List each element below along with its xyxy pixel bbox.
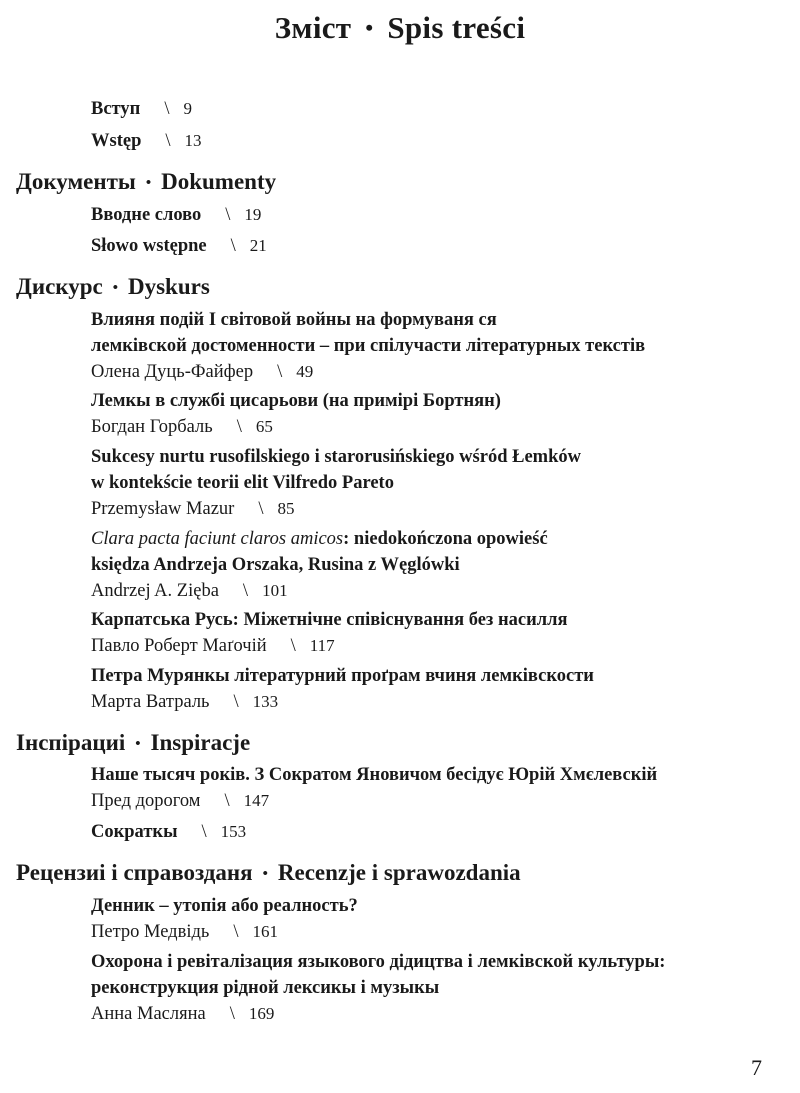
entry-author: Przemysław Mazur — [91, 499, 235, 519]
toc-entry[interactable] — [91, 819, 781, 845]
separator: \ — [224, 791, 230, 811]
toc-entry[interactable] — [91, 663, 781, 715]
page-ref: 85 — [277, 499, 295, 518]
page-ref: 13 — [184, 131, 202, 150]
entry-author: Богдан Горбаль — [91, 417, 213, 437]
separator: \ — [230, 236, 236, 256]
toc-entry-intro-uk[interactable] — [91, 96, 781, 122]
separator: \ — [290, 636, 296, 656]
section-bullet: • — [135, 736, 141, 752]
toc-entry[interactable] — [91, 202, 781, 228]
entry-title-line: Денник – утопія або реалность? — [91, 896, 358, 916]
page-ref: 9 — [183, 99, 192, 118]
section-title-pl: Recenzje i sprawozdania — [277, 860, 521, 885]
entry-author: Пред дорогом — [91, 791, 201, 811]
entry-title: Słowo wstępne — [91, 236, 207, 256]
page-ref: 147 — [243, 791, 270, 810]
entry-title-line: Карпатська Русь: Міжетнічне співіснування без насилля — [91, 610, 568, 630]
section-heading-dokumenty — [16, 167, 276, 200]
entry-author: Олена Дуць-Файфер — [91, 362, 254, 382]
entry-title-line: Sukcesy nurtu rusofilskiego i starorusińskiego wśród Łemków — [91, 447, 581, 467]
section-heading-dyskurs — [16, 272, 210, 305]
section-bullet: • — [145, 175, 152, 191]
entry-author: Марта Ватраль — [91, 692, 210, 712]
entry-title-line: : niedokończona opowieść — [343, 529, 548, 549]
section-title-pl: Dyskurs — [127, 274, 210, 299]
entry-title-line: Петра Мурянкы літературний проґрам вчиня лемківскости — [91, 666, 594, 686]
entry-title: Сократкы — [91, 822, 178, 842]
entry-title-line: реконструкция рідной лексикы і музыкы — [91, 978, 440, 998]
page-number: 7 — [751, 1055, 762, 1080]
separator: \ — [164, 99, 170, 119]
entry-title-line: Наше тысяч років. З Сократом Яновичом бесідує Юрій Хмєлевскій — [91, 765, 658, 785]
section-title-uk: Рецензиі і справозданя — [16, 860, 253, 885]
toc-entry[interactable] — [91, 388, 781, 440]
entry-author: Павло Роберт Маґочій — [91, 636, 267, 656]
entry-title-line: księdza Andrzeja Orszaka, Rusina z Węglówki — [91, 555, 460, 575]
page-ref: 101 — [262, 581, 288, 600]
entry-author: Петро Медвідь — [91, 922, 210, 942]
page-title — [0, 10, 800, 46]
separator: \ — [201, 822, 207, 842]
toc-entry-intro-pl[interactable] — [91, 128, 781, 154]
toc-entry[interactable] — [91, 949, 781, 1027]
section-title-pl: Dokumenty — [161, 169, 277, 194]
page-ref: 133 — [252, 692, 279, 711]
title-polish: Spis treści — [387, 10, 526, 45]
page-ref: 49 — [296, 362, 314, 381]
separator: \ — [242, 581, 249, 601]
separator: \ — [277, 362, 283, 382]
page-ref: 65 — [255, 417, 273, 436]
toc-entry[interactable] — [91, 893, 781, 945]
page-ref: 161 — [252, 922, 278, 941]
entry-title-line: Охорона і ревіталізация языкового дідицтва і лемківской культуры: — [91, 952, 666, 972]
separator: \ — [258, 499, 264, 519]
separator: \ — [233, 922, 239, 942]
toc-entry[interactable] — [91, 233, 781, 259]
section-bullet: • — [262, 866, 268, 882]
page-ref: 117 — [309, 636, 335, 655]
toc-entry[interactable] — [91, 307, 781, 385]
entry-title: Вступ — [91, 99, 141, 119]
entry-author: Анна Масляна — [91, 1004, 206, 1024]
section-bullet: • — [112, 280, 118, 296]
separator: \ — [165, 131, 171, 151]
separator: \ — [233, 692, 239, 712]
entry-title: Wstęp — [91, 131, 142, 151]
page-ref: 153 — [220, 822, 247, 841]
toc-entry[interactable] — [91, 607, 781, 659]
section-heading-inspiracje — [16, 728, 250, 761]
separator: \ — [236, 417, 242, 437]
entry-title-line: Лемкы в службі цисарьови (на примірі Бортнян) — [91, 391, 501, 411]
section-heading-recenzje — [16, 858, 521, 891]
entry-title-line: лемківской достоменности – при спілучасти літературных текстів — [91, 336, 646, 356]
section-title-uk: Інспірациі — [16, 730, 126, 755]
entry-title-line: w kontekście teorii elit Vilfredo Pareto — [91, 473, 394, 493]
page-ref: 19 — [244, 205, 262, 224]
entry-title-line: Влияня подій I світовой войны на формуваня ся — [91, 310, 497, 330]
toc-entry[interactable] — [91, 526, 781, 604]
entry-title: Вводне слово — [91, 205, 202, 225]
toc-entry[interactable] — [91, 762, 781, 814]
toc-entry[interactable] — [91, 444, 781, 522]
title-ukrainian: Зміст — [274, 10, 352, 45]
page-ref: 169 — [248, 1004, 275, 1023]
separator: \ — [225, 205, 231, 225]
separator: \ — [229, 1004, 235, 1024]
section-title-pl: Inspiracje — [150, 730, 251, 755]
title-bullet: • — [365, 15, 374, 40]
section-title-uk: Документы — [16, 169, 136, 194]
entry-author: Andrzej A. Zięba — [91, 581, 219, 601]
entry-title-italic: Clara pacta faciunt claros amicos — [91, 529, 344, 549]
section-title-uk: Дискурс — [16, 274, 103, 299]
page-ref: 21 — [249, 236, 267, 255]
